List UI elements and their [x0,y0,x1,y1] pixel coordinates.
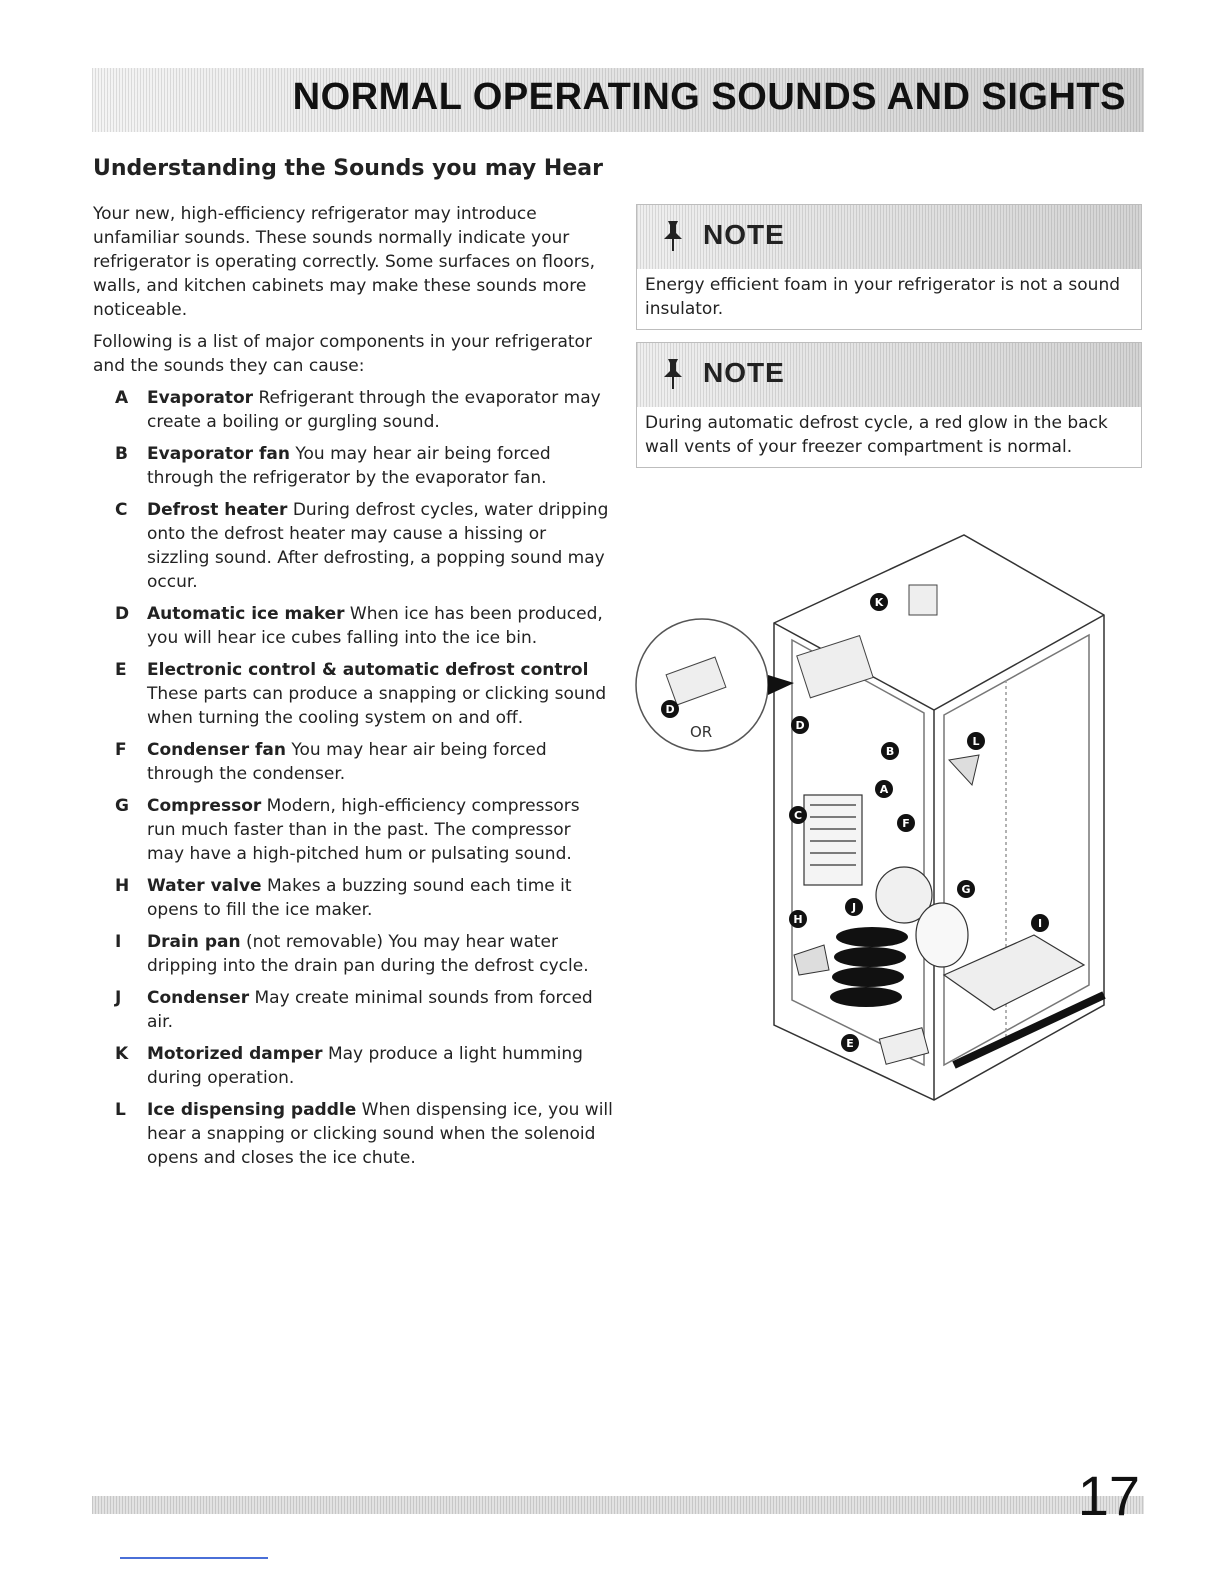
intro-paragraph: Your new, high-efficiency refrigerator may introduce unfamiliar sounds. These sounds normally indicate your refrigerator is operating correctly. Some surfaces on floors, walls, and kitchen cabinets may make these sounds more noticeable. [93,204,596,320]
component-list [93,386,613,1170]
list-item [93,930,613,978]
list-item [93,1098,613,1170]
list-item [93,658,613,730]
component-description: When ice has been produced, you will hear ice cubes falling into the ice bin. [147,604,603,648]
footer-bar [92,1496,1144,1514]
component-letter: A [115,388,129,408]
component-description: These parts can produce a snapping or clicking sound when turning the cooling system on and off. [147,684,607,728]
component-description: Makes a buzzing sound each time it opens to fill the ice maker. [147,876,572,920]
component-name: Ice dispensing paddle [147,1100,357,1120]
list-item [93,442,613,490]
component-name: Defrost heater [147,500,288,520]
component-letter: E [115,660,127,680]
page-number: 17 [1077,1464,1140,1527]
callout-label: L [972,735,980,748]
component-letter: J [115,988,122,1008]
list-item [93,602,613,650]
component-description: Modern, high-efficiency compressors run much faster than in the past. The compressor may have a high-pitched hum or pulsating sound. [147,796,580,864]
component-letter: D [115,604,130,624]
component-name: Drain pan [147,932,241,952]
callout-label: A [879,783,889,796]
component-letter: B [115,444,128,464]
refrigerator-diagram [634,505,1144,1115]
component-name: Motorized damper [147,1044,323,1064]
note-text: Energy efficient foam in your refrigerator is not a sound insulator. [645,275,1121,319]
component-name: Evaporator [147,388,254,408]
note-text: During automatic defrost cycle, a red glow in the back wall vents of your freezer compartment is normal. [645,413,1108,457]
callout-label: K [874,596,884,609]
component-letter: C [115,500,128,520]
callout-label: I [1037,917,1043,930]
callout-label: J [851,901,857,914]
component-letter: K [115,1044,129,1064]
component-name: Compressor [147,796,262,816]
callout-label: H [793,913,803,926]
page-title: NORMAL OPERATING SOUNDS AND SIGHTS [292,76,1126,118]
component-letter: H [115,876,130,896]
component-description: May create minimal sounds from forced air. [147,988,593,1032]
callout-label: D [795,719,805,732]
component-description: Refrigerant through the evaporator may create a boiling or gurgling sound. [147,388,601,432]
component-letter: I [115,932,122,952]
component-description: During defrost cycles, water dripping onto the defrost heater may cause a hissing or sizzling sound. After defrosting, a popping sound may occur. [147,500,609,592]
callout-label: C [793,809,803,822]
or-label: OR [690,723,713,741]
component-letter: L [115,1100,126,1120]
note-header [637,343,1141,407]
callout-label: E [846,1037,854,1050]
component-name: Electronic control & automatic defrost control [147,660,589,680]
component-name: Evaporator fan [147,444,290,464]
note-label: NOTE [703,357,785,388]
list-item [93,386,613,434]
list-item [93,874,613,922]
intro-paragraph: Following is a list of major components in your refrigerator and the sounds they can cause: [93,332,592,376]
list-item [93,738,613,786]
pushpin-icon [659,219,687,253]
list-item [93,498,613,594]
component-description: (not removable) You may hear water dripping into the drain pan during the defrost cycle. [147,932,589,976]
note-label: NOTE [703,219,785,250]
component-name: Condenser fan [147,740,286,760]
list-item [93,1042,613,1090]
callout-label: B [885,745,895,758]
component-description: May produce a light humming during operation. [147,1044,583,1088]
note-box [636,204,1142,330]
note-header [637,205,1141,269]
note-box [636,342,1142,468]
pushpin-icon [659,357,687,391]
component-name: Automatic ice maker [147,604,345,624]
callout-label: F [902,817,910,830]
component-name: Condenser [147,988,250,1008]
left-column [93,202,613,1178]
callout-label: G [961,883,971,896]
component-description: When dispensing ice, you will hear a snapping or clicking sound when the solenoid opens and closes the ice chute. [147,1100,613,1168]
component-name: Water valve [147,876,262,896]
page-banner [92,68,1144,132]
section-title: Understanding the Sounds you may Hear [93,156,603,181]
list-item [93,794,613,866]
callout-label: D [665,703,675,716]
component-letter: G [115,796,129,816]
component-description: You may hear air being forced through the condenser. [147,740,547,784]
component-letter: F [115,740,127,760]
list-item [93,986,613,1034]
component-description: You may hear air being forced through the refrigerator by the evaporator fan. [147,444,551,488]
divider [120,1557,268,1559]
